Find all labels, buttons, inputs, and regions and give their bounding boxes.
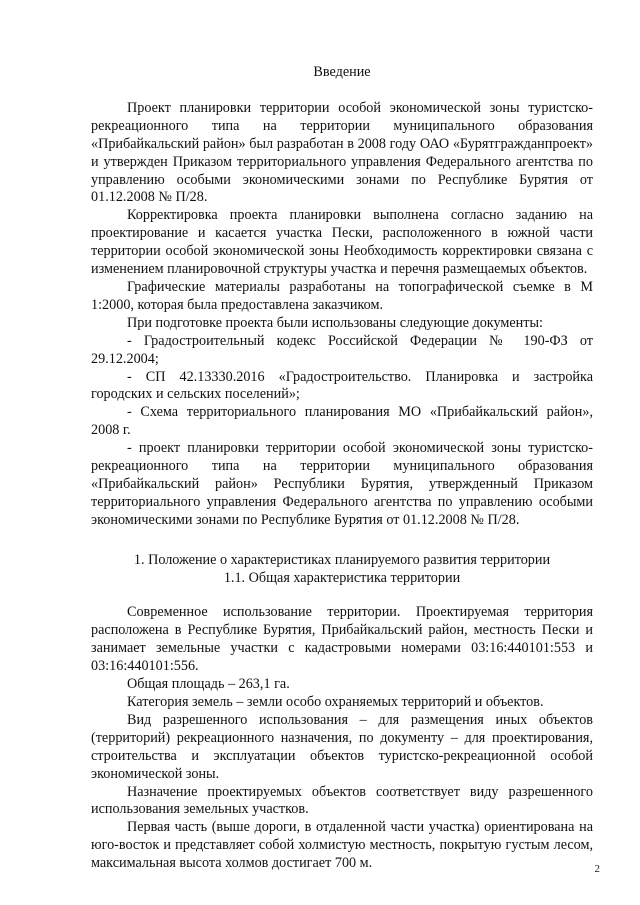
document-body: [91, 64, 593, 873]
list-item: - Схема территориального планирования МО «Прибайкальский район», 2008 г.: [91, 404, 593, 439]
list-item: - Градостроительный кодекс Российской Федерации № 190-ФЗ от 29.12.2004;: [91, 332, 593, 367]
paragraph: Общая площадь – 263,1 га.: [127, 676, 290, 693]
page-title: Введение: [313, 64, 371, 80]
paragraph: Проект планировки территории особой экономической зоны туристско-рекреационного типа на территории муниципального образования «Прибайкальский район» был разработан в 2008 году ОАО «Бурятгражданпроект» и утвержден Приказом территориального управления Федерального агентства по управлению особыми экономическими зонами по Республике Бурятия от 01.12.2008 № П/28.: [91, 99, 593, 206]
paragraph: Вид разрешенного использования – для размещения иных объектов (территорий) рекреационного назначения, по документу – для проектирования, строительства и эксплуатации объектов туристско-рекреационной особой экономической зоны.: [91, 711, 593, 782]
subsection-heading: 1.1. Общая характеристика территории: [223, 569, 461, 586]
paragraph: Категория земель – земли особо охраняемых территорий и объектов.: [127, 694, 544, 710]
spacer: [91, 587, 593, 604]
spacer: [91, 530, 593, 552]
paragraph: Графические материалы разработаны на топографической съемке в М 1:2000, которая была предоставлена заказчиком.: [91, 278, 593, 313]
paragraph: Назначение проектируемых объектов соответствует виду разрешенного использования земельных участков.: [91, 783, 593, 818]
list-item: - проект планировки территории особой экономической зоны туристско-рекреационного типа на территории муниципального образования «Прибайкальский район» Республики Бурятия, утвержденный Приказом территориального управления Федерального агентства по управлению особыми экономическими зонами по Республике Бурятия от 01.12.2008 № П/28.: [91, 440, 593, 528]
paragraph: Первая часть (выше дороги, в отдаленной части участка) ориентирована на юго-восток и представляет собой холмистую местность, покрытую густым лесом, максимальная высота холмов достигает 700 м.: [91, 819, 593, 872]
paragraph: При подготовке проекта были использованы следующие документы:: [127, 314, 543, 331]
list-item: - СП 42.13330.2016 «Градостроительство. Планировка и застройка городских и сельских поселений»;: [91, 368, 593, 403]
paragraph: Корректировка проекта планировки выполнена согласно заданию на проектирование и касается участка Пески, расположенного в южной части территории особой экономической зоны Необходимость корректировки связана с изменением планировочной структуры участка и перечня размещаемых объектов.: [91, 207, 593, 278]
section-heading: 1. Положение о характеристиках планируемого развития территории: [133, 551, 551, 568]
paragraph: Современное использование территории. Проектируемая территория расположена в Республике Бурятия, Прибайкальский район, местность Пески и занимает земельные участки с кадастровыми номерами 03:16:440101:553 и 03:16:440101:556.: [91, 604, 593, 675]
page-number: 2: [594, 863, 600, 875]
